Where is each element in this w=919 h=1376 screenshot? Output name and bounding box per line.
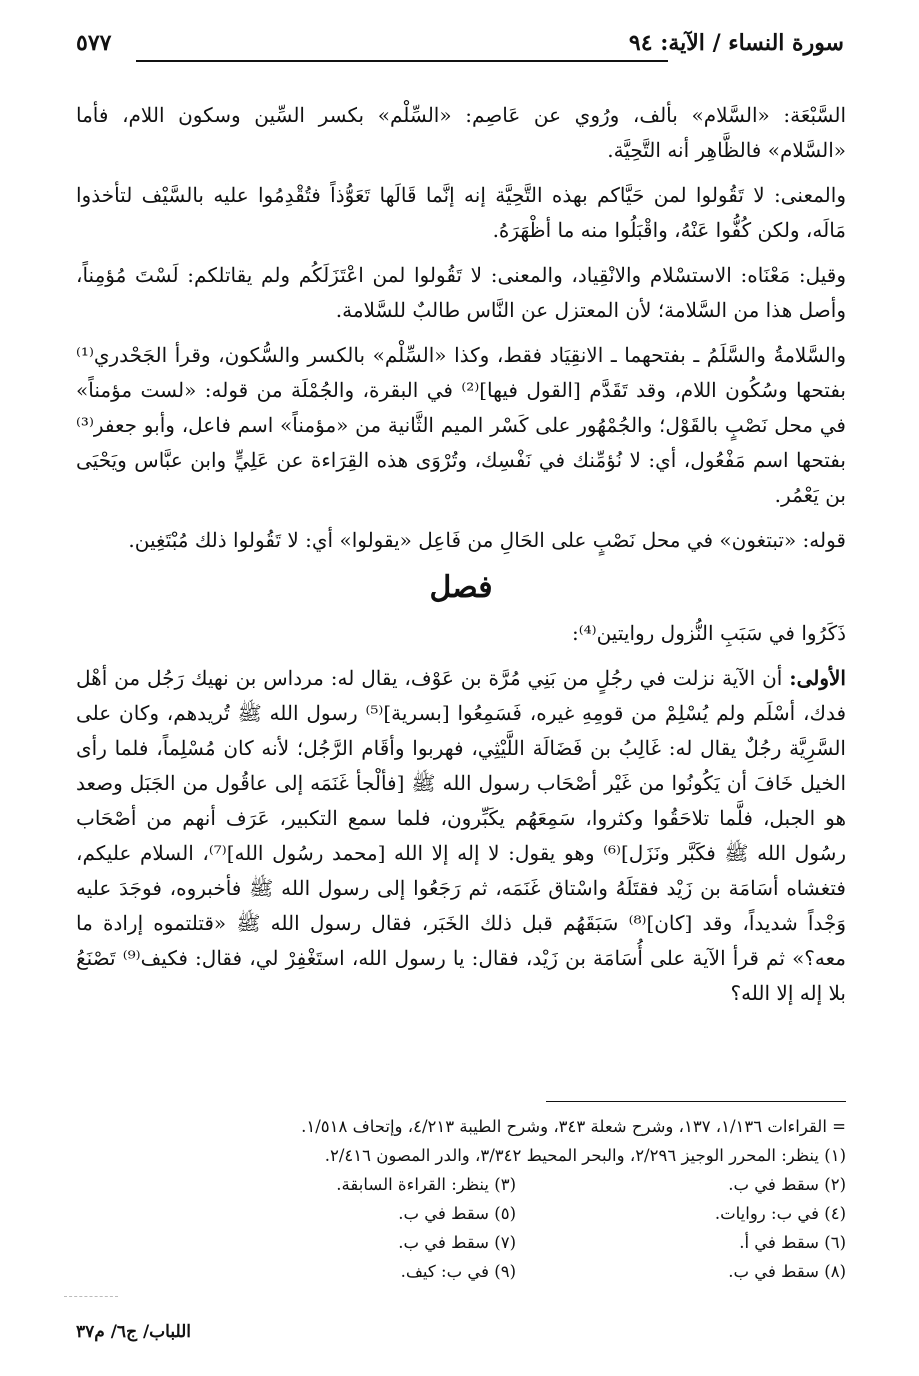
footnote-7: (٧) سقط في ب. [398, 1233, 516, 1252]
paragraph: السَّبْعَة: «السَّلام» بألف، ورُوي عن عَاصِم: «السِّلْم» بكسر السِّين وسكون اللام، فأما «السَّلام» فالظَّاهِر أنه التَّحِيَّة. [76, 103, 846, 162]
footnote-2: (٢) سقط في ب. [728, 1175, 846, 1194]
signature-code: اللباب/ ج٦/ م٣٧ [76, 1322, 192, 1342]
narration-text: أن الآية نزلت في رجُلٍ من بَنِي مُرَّة بن عَوْف، يقال له: مرداس بن نهيك رَجُل من أهْل فدك، أسْلَم ولم يُسْلِمْ من قومِهِ غيره، فَسَمِعُوا [بسرية]⁽⁵⁾ رسول الله ﷺ تُريدهم، وكان على السَّرِيَّة رجُلٌ يقال له: غَالِبُ بن فَضَالَة اللَّيْثِي، فهربوا وأقَام الرَّجُل؛ لأنه كان مُسْلِماً، فلما رأى الخيل خَافَ أن يَكُونُوا من غَيْر أصْحَاب رسول الله ﷺ [فألْجأ غَنَمَه إلى عاقُول من الجَبَل وصعد هو الجبل، فلَّما تلاحَقُوا وكثروا، سَمِعَهُم يكَبِّرون، فلما سمع التكبير، عَرَف أنهم من أصْحَاب رسُول الله ﷺ فكَبَّر ونَزَل]⁽⁶⁾ وهو يقول: لا إله إلا الله [محمد رسُول الله]⁽⁷⁾، السلام عليكم، فتغشاه أسَامَة بن زَيْد فقتَلَهُ واسْتاق غَنَمَه، ثم رَجَعُوا إلى رسول الله ﷺ فأخبروه، فوجَدَ عليه وَجْداً شديداً، وقد [كان]⁽⁸⁾ سَبَقَهُم قبل ذلك الخَبَر، فقال رسول الله ﷺ «قتلتموه إرادة ما معه؟» ثم قرأ الآية على أُسَامَة بن زَيْد، فقال: يا رسول الله، استَغْفِرْ لي، فقال: فكيف⁽⁹⁾ تَصْنَعُ بلا إله إلا الله؟ [76, 666, 846, 1005]
narration-first [76, 661, 846, 1011]
footnote-row [150, 1228, 846, 1257]
narration-label: الأولى: [789, 666, 846, 690]
footnote-continuation: = القراءات ١/١٣٦، ١٣٧، وشرح شعلة ٣٤٣، وشرح الطيبة ٤/٢١٣، وإتحاف ١/٥١٨. [301, 1117, 846, 1136]
footnote-row [150, 1257, 846, 1286]
section-intro: ذَكَرُوا في سَبَبِ النُّزول روايتين⁽⁴⁾: [571, 621, 846, 645]
section-heading: فصل [429, 570, 493, 605]
footnote-row [150, 1199, 846, 1228]
paragraph: قوله: «تبتغون» في محل نَصْبٍ على الحَالِ من فَاعِل «يقولوا» أي: لا تَقُولوا ذلك مُبْتَغِين. [128, 528, 846, 552]
footnote-9: (٩) في ب: كيف. [400, 1262, 516, 1281]
running-header [76, 28, 844, 68]
footnote-row [150, 1170, 846, 1199]
footnotes [150, 1112, 846, 1286]
footnote-5: (٥) سقط في ب. [398, 1204, 516, 1223]
paragraph: والمعنى: لا تَقُولوا لمن حَيَّاكم بهذه التَّحِيَّة إنه إنَّما قَالَها تَعَوُّذاً فتُقْدِمُوا عليه بالسَّيْف لتأخذوا مَالَه، ولكن كُفُّوا عَنْهُ، واقْبَلُوا منه ما أظْهَرَهُ. [76, 183, 846, 242]
footnote-separator [546, 1101, 846, 1102]
page-number: ٥٧٧ [76, 30, 112, 56]
footnote-6: (٦) سقط في أ. [739, 1233, 846, 1252]
footnote-4: (٤) في ب: روايات. [714, 1204, 846, 1223]
footnote-3: (٣) ينظر: القراءة السابقة. [336, 1175, 516, 1194]
footnote-8: (٨) سقط في ب. [728, 1262, 846, 1281]
footnote-1: (١) ينظر: المحرر الوجيز ٢/٢٩٦، والبحر المحيط ٣/٣٤٢، والدر المصون ٢/٤١٦. [324, 1146, 846, 1165]
paragraph: والسَّلامةُ والسَّلَمُ ـ بفتحهما ـ الانقِيَاد فقط، وكذا «السِّلْم» بالكسر والسُّكون، وقرأ الجَحْدري⁽¹⁾ بفتحها وسُكُون اللام، وقد تَقَدَّم [القول فيها]⁽²⁾ في البقرة، والجُمْلَة من قوله: «لست مؤمناً» في محل نَصْبٍ بالقَوْل؛ والجُمْهُور على كَسْر الميم الثَّانية من «مؤمناً» اسم فاعل، وأبو جعفر⁽³⁾ بفتحها اسم مَفْعُول، أي: لا نُؤمِّنك في نَفْسِك، وتُرْوَى هذه القِرَاءة عن عَلِيٍّ وابن عبَّاس ويَحْيَى بن يَعْمُر. [76, 343, 846, 507]
surah-verse-title: سورة النساء / الآية: ٩٤ [628, 30, 844, 56]
main-text [76, 98, 846, 1021]
paragraph: وقيل: مَعْنَاه: الاستسْلام والانْقِياد، والمعنى: لا تَقُولوا لمن اعْتَزَلَكُم ولم يقاتلكم: لَسْتَ مُؤمِناً، وأصل هذا من السَّلامة؛ لأن المعتزل عن النَّاس طالبٌ للسَّلامة. [76, 263, 846, 322]
header-rule [136, 60, 668, 62]
print-mark [64, 1296, 118, 1297]
